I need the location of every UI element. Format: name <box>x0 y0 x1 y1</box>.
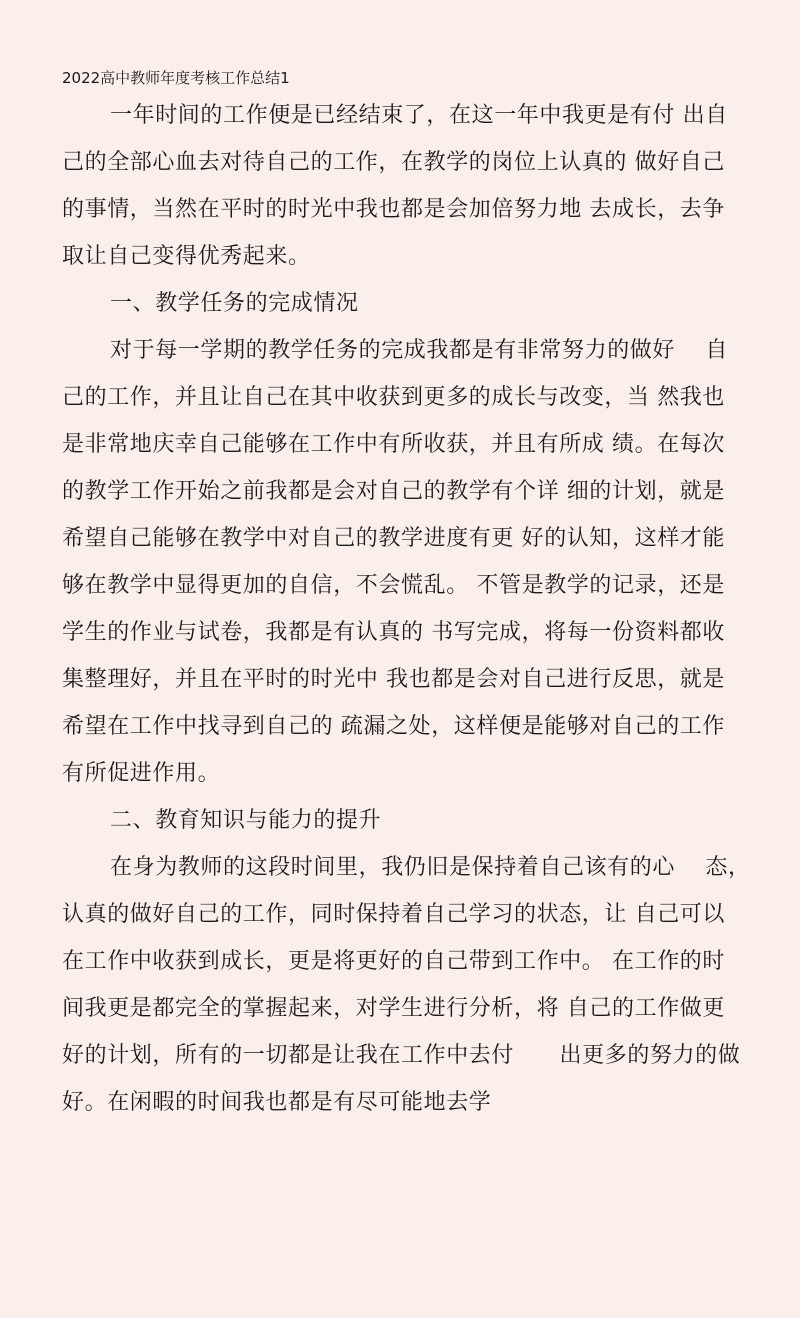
paragraph-1-line-4: 取让自己变得优秀起来。 <box>62 244 311 269</box>
paragraph-1-line-3: 的事情，当然在平时的时光中我也都是会加倍努力地 去成长，去争 <box>62 197 725 222</box>
paragraph-2-line-7: 学生的作业与试卷，我都是有认真的 书写完成，将每一份资料都收 <box>62 620 725 645</box>
paragraph-2-line-4: 的教学工作开始之前我都是会对自己的教学有个详 细的计划，就是 <box>62 479 725 504</box>
paragraph-3-line-3: 在工作中收获到成长，更是将更好的自己带到工作中。 在工作的时 <box>62 949 725 974</box>
paragraph-3-line-2: 认真的做好自己的工作，同时保持着自己学习的状态，让 自己可以 <box>62 902 725 927</box>
paragraph-2-line-1: 对于每一学期的教学任务的完成我都是有非常努力的做好 自 <box>110 338 728 363</box>
document-body <box>62 92 752 1126</box>
paragraph-3-line-4: 间我更是都完全的掌握起来，对学生进行分析，将 自己的工作做更 <box>62 996 725 1021</box>
paragraph-2-line-9: 希望在工作中找寻到自己的 疏漏之处，这样便是能够对自己的工作 <box>62 714 725 739</box>
section-heading-1: 一、教学任务的完成情况 <box>110 291 359 316</box>
paragraph-2-line-2: 己的工作，并且让自己在其中收获到更多的成长与改变，当 然我也 <box>62 385 725 410</box>
paragraph-3-line-6: 好。在闲暇的时间我也都是有尽可能地去学 <box>62 1090 492 1115</box>
paragraph-2-line-10: 有所促进作用。 <box>62 761 221 786</box>
paragraph-2-line-8: 集整理好，并且在平时的时光中 我也都是会对自己进行反思，就是 <box>62 667 725 692</box>
document-title: 2022高中教师年度考核工作总结1 <box>62 69 290 87</box>
paragraph-2-line-3: 是非常地庆幸自己能够在工作中有所收获，并且有所成 绩。在每次 <box>62 432 725 457</box>
paragraph-1-line-2: 己的全部心血去对待自己的工作，在教学的岗位上认真的 做好自己 <box>62 150 725 175</box>
section-heading-2: 二、教育知识与能力的提升 <box>110 808 382 833</box>
paragraph-1-line-1: 一年时间的工作便是已经结束了，在这一年中我更是有付 出自 <box>110 103 728 128</box>
paragraph-3-line-5: 好的计划，所有的一切都是让我在工作中去付 出更多的努力的做 <box>62 1043 741 1068</box>
paragraph-3-line-1: 在身为教师的这段时间里，我仍旧是保持着自己该有的心 态， <box>110 855 751 880</box>
paragraph-2-line-6: 够在教学中显得更加的自信，不会慌乱。 不管是教学的记录，还是 <box>62 573 725 598</box>
paragraph-2-line-5: 希望自己能够在教学中对自己的教学进度有更 好的认知，这样才能 <box>62 526 725 551</box>
